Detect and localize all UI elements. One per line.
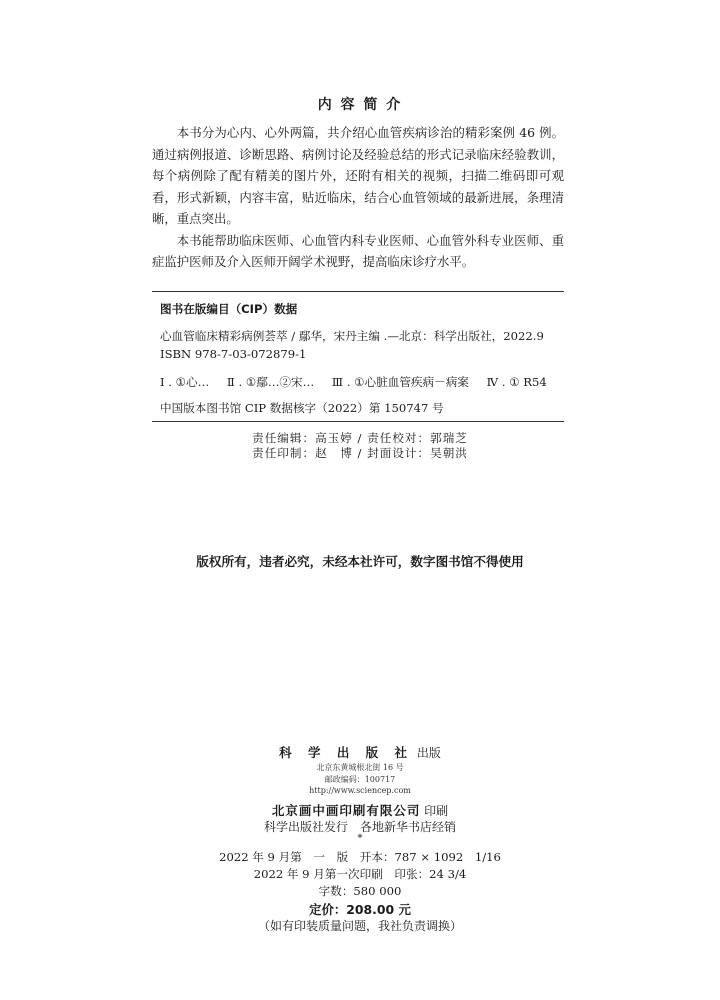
cip-isbn: ISBN 978-7-03-072879-1 — [160, 347, 307, 361]
cip-title-line: 心血管临床精彩病例荟萃 / 鄢华，宋丹主编 .—北京：科学出版社，2022.9 — [160, 329, 544, 343]
publisher-url: http://www.sciencep.com — [309, 786, 411, 795]
intro-paragraph-2: 本书能帮助临床医师、心血管内科专业医师、心血管外科专业医师、重症监护医师及介入医师开阔学术视野，提高临床诊疗水平。 — [152, 232, 564, 269]
cip-class-3: Ⅲ . ①心脏血管疾病－病案 — [331, 375, 469, 389]
cip-classification — [160, 374, 560, 390]
printer-name: 北京画中画印刷有限公司 — [271, 803, 421, 818]
credits-editors: 责任编辑：高玉婷 / 责任校对：郭瑞芝 — [252, 431, 468, 445]
credits-production: 责任印制：赵 博 / 封面设计：吴朝洪 — [252, 446, 468, 460]
cip-class-2: Ⅱ . ①鄢…②宋… — [226, 375, 315, 389]
cip-class-1: Ⅰ . ①心… — [160, 375, 210, 389]
cip-class-4: Ⅳ . ① R54 — [486, 375, 547, 389]
separator-star: * — [357, 833, 363, 844]
cip-heading: 图书在版编目（CIP）数据 — [160, 302, 298, 316]
printing-line: 2022 年 9 月第一次印刷 印张：24 3/4 — [253, 867, 467, 881]
intro-paragraph-1: 本书分为心内、心外两篇，共介绍心血管疾病诊治的精彩案例 46 例。通过病例报道、诊断思路、病例讨论及经验总结的形式记录临床经验教训，每个病例除了配有精美的图片外，还附有相关的视频，扫描二维码即可观看，形式新颖，内容丰富，贴近临床，结合心血管领域的最新进展，条理清晰，重点突出。 — [152, 125, 564, 226]
quality-note: （如有印装质量问题，我社负责调换） — [257, 919, 462, 933]
publisher-line — [0, 743, 720, 761]
distribution-line: 科学出版社发行 各地新华书店经销 — [263, 820, 456, 834]
word-count: 字数：580 000 — [318, 884, 402, 898]
publisher-name: 科 学 出 版 社 — [279, 745, 414, 760]
publisher-suffix: 出版 — [416, 746, 441, 760]
cip-record-number: 中国版本图书馆 CIP 数据核字（2022）第 150747 号 — [160, 401, 444, 415]
printer-line — [0, 801, 720, 819]
intro-body — [152, 122, 564, 273]
rights-notice: 版权所有，违者必究，未经本社许可，数字图书馆不得使用 — [196, 554, 524, 569]
printer-suffix: 印刷 — [424, 804, 449, 818]
edition-line: 2022 年 9 月第 一 版 开本：787 × 1092 1/16 — [219, 850, 501, 864]
cip-bottom-rule — [152, 421, 564, 422]
publisher-address: 北京东黄城根北街 16 号 — [316, 763, 404, 772]
intro-title: 内 容 简 介 — [317, 97, 403, 113]
publisher-postcode: 邮政编码：100717 — [324, 775, 396, 784]
cip-top-rule — [152, 291, 564, 292]
price: 定价：208.00 元 — [309, 902, 411, 917]
